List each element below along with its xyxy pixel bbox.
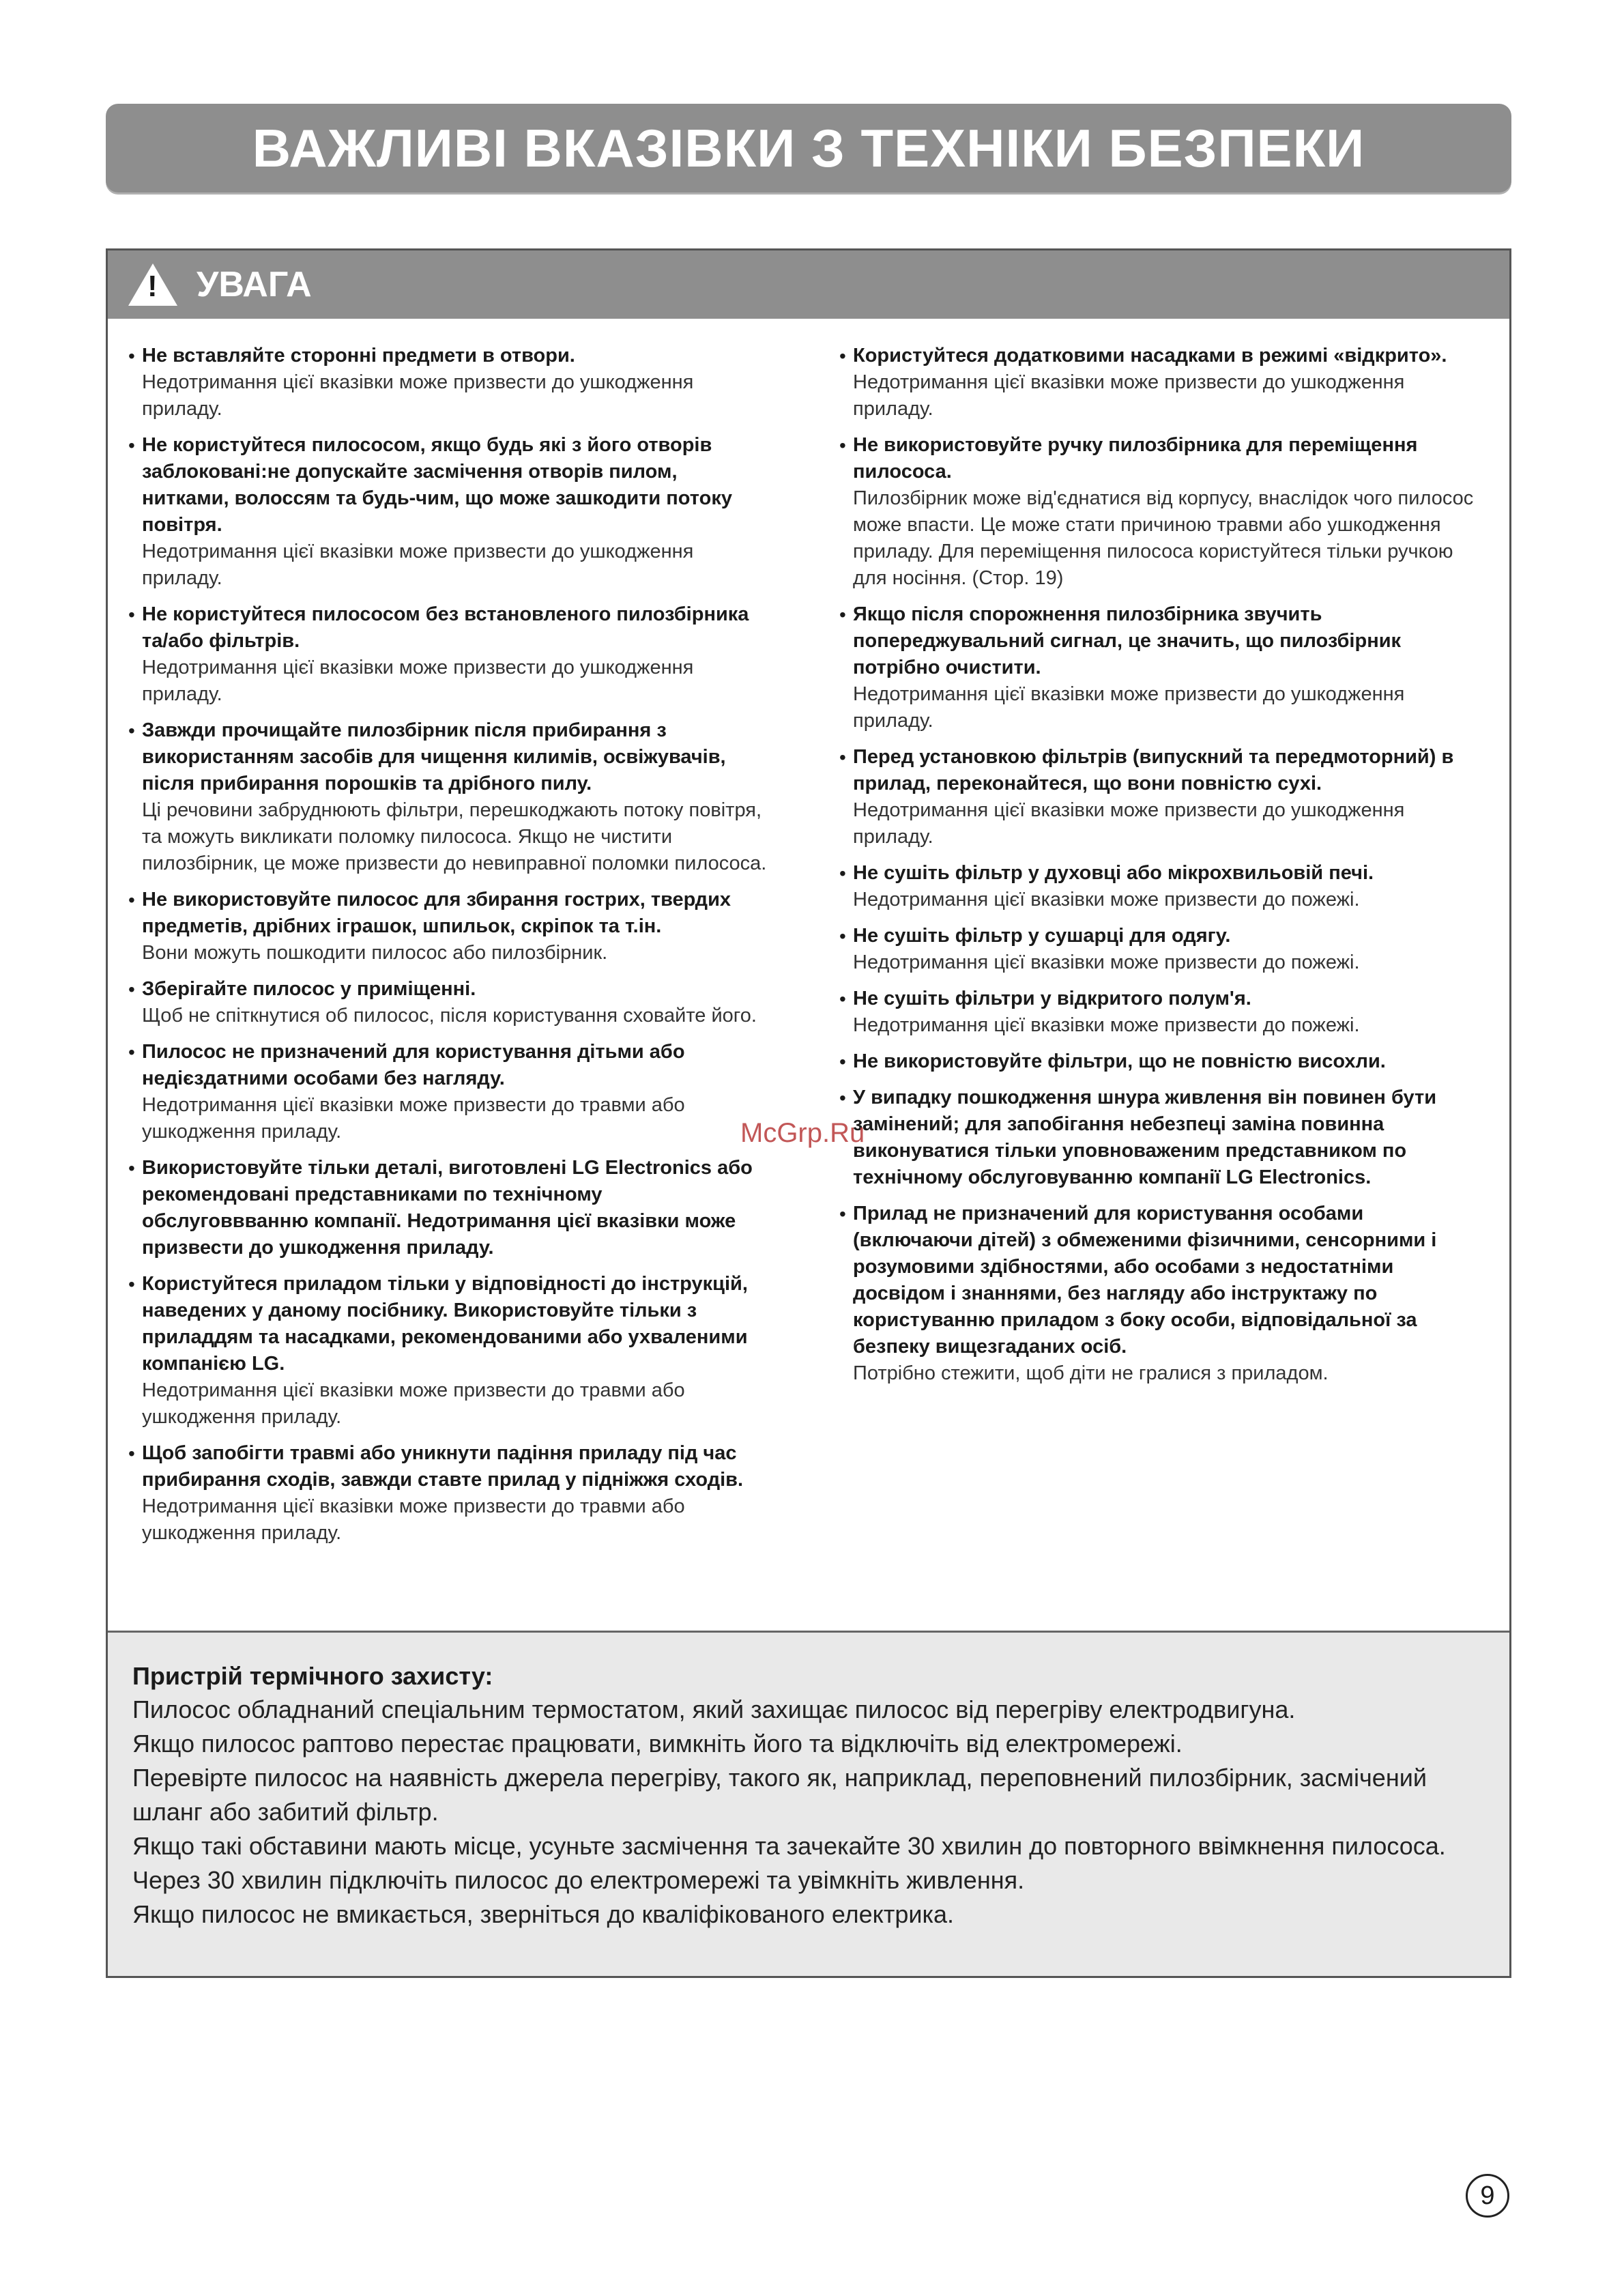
warning-item (839, 601, 1479, 734)
warning-item-text: Потрібно стежити, щоб діти не гралися з приладом. (853, 1362, 1329, 1384)
warning-item (128, 1440, 768, 1547)
warning-item (839, 986, 1479, 1039)
warning-item-bold: Не вставляйте сторонні предмети в отвори. (142, 345, 575, 367)
warning-item (128, 1155, 768, 1261)
bullet-icon: • (839, 747, 846, 768)
warning-item (128, 1271, 768, 1431)
warning-item (839, 432, 1479, 592)
warning-item (128, 1039, 768, 1145)
warning-item (839, 923, 1479, 976)
safety-frame (106, 248, 1511, 1978)
warning-item (128, 717, 768, 877)
warning-item-bold: Не сушіть фільтри у відкритого полум'я. (853, 988, 1251, 1009)
warning-item-text: Пилозбірник може від'єднатися від корпусу, внаслідок чого пилосос може впасти. Це може стати причиною травми або ушкодження приладу. Для переміщення пилососа користуйтеся тільки ручкою для носіння. (Стор. 19) (853, 487, 1474, 589)
warning-item (128, 976, 768, 1029)
warning-item-text: Недотримання цієї вказівки може призвести до ушкодження приладу. (853, 371, 1405, 420)
warnings-right-column (809, 343, 1489, 1556)
warning-header (108, 250, 1509, 319)
warning-item-bold: Щоб запобігти травмі або уникнути падіння приладу під час прибирання сходів, завжди ставте прилад у підніжжя сходів. (142, 1442, 744, 1491)
page-number: 9 (1466, 2174, 1509, 2218)
warning-item (839, 744, 1479, 850)
warnings-columns (128, 343, 1489, 1556)
thermal-line: Якщо такі обставини мають місце, усуньте засмічення та зачекайте 30 хвилин до повторного ввімкнення пилососа. (132, 1832, 1446, 1860)
thermal-line: Якщо пилосос не вмикається, зверніться до кваліфікованого електрика. (132, 1900, 955, 1928)
bullet-icon: • (839, 604, 846, 625)
warning-item-bold: Якщо після спорожнення пилозбірника звучить попереджувальний сигнал, це значить, що пилозбірник потрібно очистити. (853, 603, 1402, 678)
warning-item-bold: Не сушіть фільтр у духовці або мікрохвильовій печі. (853, 862, 1374, 884)
bullet-icon: • (839, 1051, 846, 1072)
warnings-left-column (128, 343, 809, 1556)
warning-item (128, 601, 768, 708)
warning-item-text: Недотримання цієї вказівки може призвести до пожежі. (853, 1014, 1360, 1036)
warning-item-bold: Користуйтеся приладом тільки у відповідності до інструкцій, наведених у даному посібнику. Використовуйте тільки з приладдям та насадками, рекомендованими або ухваленими компанією LG. (142, 1273, 748, 1375)
warning-item (128, 432, 768, 592)
bullet-icon: • (839, 1203, 846, 1224)
warning-item-bold: Не використовуйте пилосос для збирання гострих, твердих предметів, дрібних іграшок, шпильок, скріпок та т.ін. (142, 889, 731, 937)
warning-label: УВАГА (197, 265, 312, 304)
warning-item-bold: Використовуйте тільки деталі, виготовлені LG Electronics або рекомендовані представниками по технічному обслуговвванню компанії. Недотримання цієї вказівки може призвести до ушкодження приладу. (142, 1157, 753, 1259)
warning-item-text: Недотримання цієї вказівки може призвести до ушкодження приладу. (142, 657, 694, 705)
bullet-icon: • (839, 1087, 846, 1108)
thermal-line: Перевірте пилосос на наявність джерела перегріву, такого як, наприклад, переповнений пилозбірник, засмічений шланг або забитий фільтр. (132, 1764, 1427, 1826)
warning-item-text: Недотримання цієї вказівки може призвести до травми або ушкодження приладу. (142, 1495, 685, 1544)
warning-item-bold: У випадку пошкодження шнура живлення він повинен бути замінений; для запобігання небезпеці заміна повинна виконуватися тільки уповноваженим представником по технічному обслуговуванню компанії LG Electronics. (853, 1087, 1437, 1188)
thermal-line: Пилосос обладнаний спеціальним термостатом, який захищає пилосос від перегріву електродвигуна. (132, 1695, 1296, 1723)
bullet-icon: • (839, 435, 846, 456)
bullet-icon: • (839, 863, 846, 884)
bullet-icon: • (128, 720, 135, 741)
warning-item-text: Недотримання цієї вказівки може призвести до ушкодження приладу. (142, 371, 694, 420)
warning-item-bold: Перед установкою фільтрів (випускний та передмоторний) в прилад, переконайтеся, що вони повністю сухі. (853, 746, 1454, 794)
warning-item-text: Недотримання цієї вказівки може призвести до пожежі. (853, 951, 1360, 973)
thermal-line: Через 30 хвилин підключіть пилосос до електромережі та увімкніть живлення. (132, 1866, 1025, 1894)
bullet-icon: • (128, 979, 135, 1000)
title-banner (106, 104, 1511, 192)
bullet-icon: • (128, 604, 135, 625)
warning-item (839, 1201, 1479, 1387)
warning-item (128, 887, 768, 966)
warning-item (839, 1085, 1479, 1191)
thermal-title: Пристрій термічного захисту: (132, 1662, 493, 1690)
bullet-icon: • (128, 1158, 135, 1179)
bullet-icon: • (128, 889, 135, 911)
page-title: ВАЖЛИВІ ВКАЗІВКИ З ТЕХНІКИ БЕЗПЕКИ (252, 117, 1365, 178)
warning-item-bold: Зберігайте пилосос у приміщенні. (142, 978, 476, 1000)
bullet-icon: • (839, 926, 846, 947)
warning-item (128, 343, 768, 422)
warning-item-text: Ці речовини забруднюють фільтри, перешкоджають потоку повітря, та можуть викликати поломку пилососа. Якщо не чистити пилозбірник, це може призвести до невиправної поломки пилососа. (142, 799, 767, 874)
bullet-icon: • (128, 1274, 135, 1295)
warning-item-bold: Пилосос не призначений для користування дітьми або недієздатними особами без нагляду. (142, 1041, 685, 1089)
bullet-icon: • (839, 345, 846, 367)
warning-triangle-icon: ! (128, 263, 177, 306)
warning-item-bold: Прилад не призначений для користування особами (включаючи дітей) з обмеженими фізичними, сенсорними і розумовими здібностями, або особами з недостатніми досвідом і знаннями, без нагляду або інструктажу по користуванню приладом з боку особи, відповідальної за безпеку вищезгаданих осіб. (853, 1203, 1437, 1358)
bullet-icon: • (128, 345, 135, 367)
warning-item-text: Недотримання цієї вказівки може призвести до травми або ушкодження приладу. (142, 1379, 685, 1428)
bullet-icon: • (128, 1443, 135, 1464)
warning-item-bold: Завжди прочищайте пилозбірник після прибирання з використанням засобів для чищення килимів, освіжувачів, після прибирання порошків та дрібного пилу. (142, 719, 726, 794)
watermark: McGrp.Ru (740, 1118, 865, 1148)
warning-item-text: Недотримання цієї вказівки може призвести до травми або ушкодження приладу. (142, 1094, 685, 1143)
warning-item-text: Щоб не спіткнутися об пилосос, після користування сховайте його. (142, 1005, 757, 1027)
warning-item-bold: Не використовуйте ручку пилозбірника для переміщення пилососа. (853, 434, 1418, 483)
warning-item-text: Недотримання цієї вказівки може призвести до ушкодження приладу. (853, 683, 1405, 732)
warning-item-text: Недотримання цієї вказівки може призвести до пожежі. (853, 889, 1360, 911)
warning-item-bold: Користуйтеся додатковими насадками в режимі «відкрито». (853, 345, 1447, 367)
warning-item-bold: Не користуйтеся пилососом, якщо будь які з його отворів заблоковані:не допускайте засмічення отворів пилом, нитками, волоссям та будь-чим, що може зашкодити потоку повітря. (142, 434, 732, 536)
thermal-protection-box (108, 1631, 1509, 1976)
warning-item-bold: Не використовуйте фільтри, що не повністю висохли. (853, 1050, 1386, 1072)
warning-item-text: Вони можуть пошкодити пилосос або пилозбірник. (142, 942, 608, 964)
warning-item-bold: Не користуйтеся пилососом без встановленого пилозбірника та/або фільтрів. (142, 603, 749, 652)
warning-item-text: Недотримання цієї вказівки може призвести до ушкодження приладу. (142, 541, 694, 589)
thermal-line: Якщо пилосос раптово перестає працювати, вимкніть його та відключіть від електромережі. (132, 1730, 1183, 1758)
warning-item (839, 343, 1479, 422)
bullet-icon: • (128, 1042, 135, 1063)
bullet-icon: • (128, 435, 135, 456)
warning-item (839, 1048, 1479, 1075)
warning-item-text: Недотримання цієї вказівки може призвести до ушкодження приладу. (853, 799, 1405, 848)
warning-item-bold: Не сушіть фільтр у сушарці для одягу. (853, 925, 1231, 947)
bullet-icon: • (839, 988, 846, 1009)
warning-item (839, 860, 1479, 913)
